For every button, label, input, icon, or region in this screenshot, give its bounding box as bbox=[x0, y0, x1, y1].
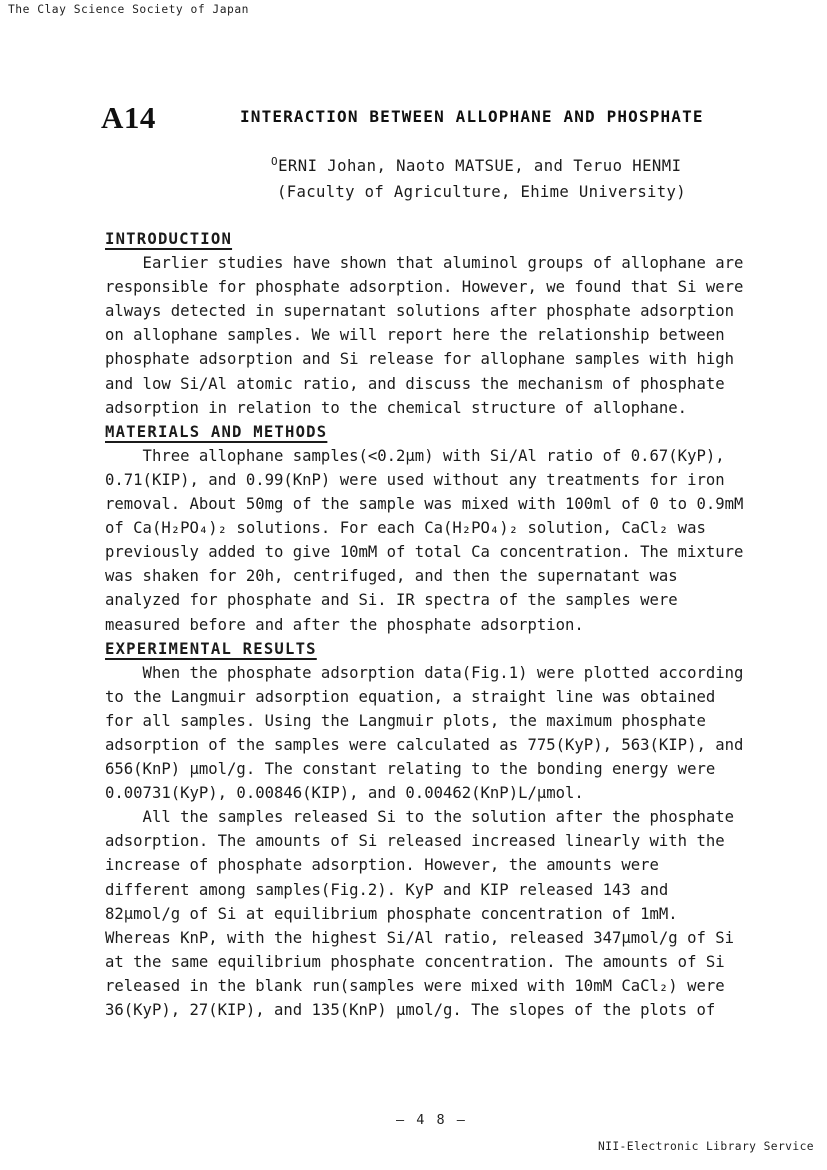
abstract-body bbox=[105, 227, 773, 1022]
text-line: responsible for phosphate adsorption. However, we found that Si were bbox=[105, 278, 744, 297]
presenter-marker: O bbox=[271, 154, 279, 168]
text-line: Three allophane samples(<0.2μm) with Si/Al ratio of 0.67(KyP), bbox=[105, 446, 725, 465]
text-line: All the samples released Si to the solution after the phosphate bbox=[105, 808, 735, 827]
section-heading: MATERIALS AND METHODS bbox=[105, 422, 328, 441]
text-line: 36(KyP), 27(KIP), and 135(KnP) μmol/g. The slopes of the plots of bbox=[105, 1001, 716, 1019]
section-heading: INTRODUCTION bbox=[105, 230, 233, 248]
section-materials-and-methods bbox=[105, 420, 773, 637]
text-line: adsorption of the samples were calculated as 775(KyP), 563(KIP), and bbox=[105, 735, 744, 754]
authors-line bbox=[271, 154, 682, 175]
affiliation: (Faculty of Agriculture, Ehime University) bbox=[277, 183, 687, 201]
text-line: released in the blank run(samples were mixed with 10mM CaCl₂) were bbox=[105, 976, 725, 995]
society-header: The Clay Science Society of Japan bbox=[8, 3, 249, 16]
author-names: ERNI Johan, Naoto MATSUE, and Teruo HENMI bbox=[278, 157, 682, 175]
text-line: 0.71(KIP), and 0.99(KnP) were used without any treatments for iron bbox=[105, 470, 725, 489]
text-line: was shaken for 20h, centrifuged, and then the supernatant was bbox=[105, 567, 678, 586]
text-line: for all samples. Using the Langmuir plots, the maximum phosphate bbox=[105, 711, 706, 730]
text-line: previously added to give 10mM of total Ca concentration. The mixture bbox=[105, 543, 744, 562]
abstract-title: INTERACTION BETWEEN ALLOPHANE AND PHOSPHATE bbox=[240, 107, 704, 126]
text-line: of Ca(H₂PO₄)₂ solutions. For each Ca(H₂PO₄)₂ solution, CaCl₂ was bbox=[105, 519, 706, 538]
text-line: removal. About 50mg of the sample was mixed with 100ml of 0 to 0.9mM bbox=[105, 495, 744, 514]
text-line: adsorption. The amounts of Si released increased linearly with the bbox=[105, 832, 725, 851]
section-experimental-results bbox=[105, 637, 773, 1023]
text-line: at the same equilibrium phosphate concentration. The amounts of Si bbox=[105, 952, 725, 971]
text-line: When the phosphate adsorption data(Fig.1) were plotted according bbox=[105, 663, 744, 682]
text-line: to the Langmuir adsorption equation, a straight line was obtained bbox=[105, 687, 716, 706]
text-line: always detected in supernatant solutions after phosphate adsorption bbox=[105, 302, 735, 321]
section-introduction bbox=[105, 227, 773, 420]
text-line: different among samples(Fig.2). KyP and KIP released 143 and bbox=[105, 880, 669, 899]
text-line: on allophane samples. We will report here the relationship between bbox=[105, 326, 725, 345]
page-number: — 4 8 — bbox=[396, 1112, 467, 1128]
text-line: Earlier studies have shown that aluminol groups of allophane are bbox=[105, 254, 744, 273]
text-line: and low Si/Al atomic ratio, and discuss the mechanism of phosphate bbox=[105, 374, 725, 393]
text-line: increase of phosphate adsorption. However, the amounts were bbox=[105, 856, 659, 875]
text-line: analyzed for phosphate and Si. IR spectra of the samples were bbox=[105, 591, 678, 610]
section-heading: EXPERIMENTAL RESULTS bbox=[105, 639, 317, 658]
abstract-code: A14 bbox=[101, 100, 156, 135]
text-line: 0.00731(KyP), 0.00846(KIP), and 0.00462(KnP)L/μmol. bbox=[105, 784, 584, 803]
text-line: Whereas KnP, with the highest Si/Al ratio, released 347μmol/g of Si bbox=[105, 928, 735, 947]
text-line: adsorption in relation to the chemical structure of allophane. bbox=[105, 398, 688, 417]
text-line: phosphate adsorption and Si release for allophane samples with high bbox=[105, 350, 735, 369]
text-line: measured before and after the phosphate adsorption. bbox=[105, 615, 584, 634]
text-line: 82μmol/g of Si at equilibrium phosphate concentration of 1mM. bbox=[105, 904, 678, 923]
library-service-footer: NII-Electronic Library Service bbox=[597, 1140, 814, 1153]
text-line: 656(KnP) μmol/g. The constant relating to the bonding energy were bbox=[105, 760, 716, 779]
